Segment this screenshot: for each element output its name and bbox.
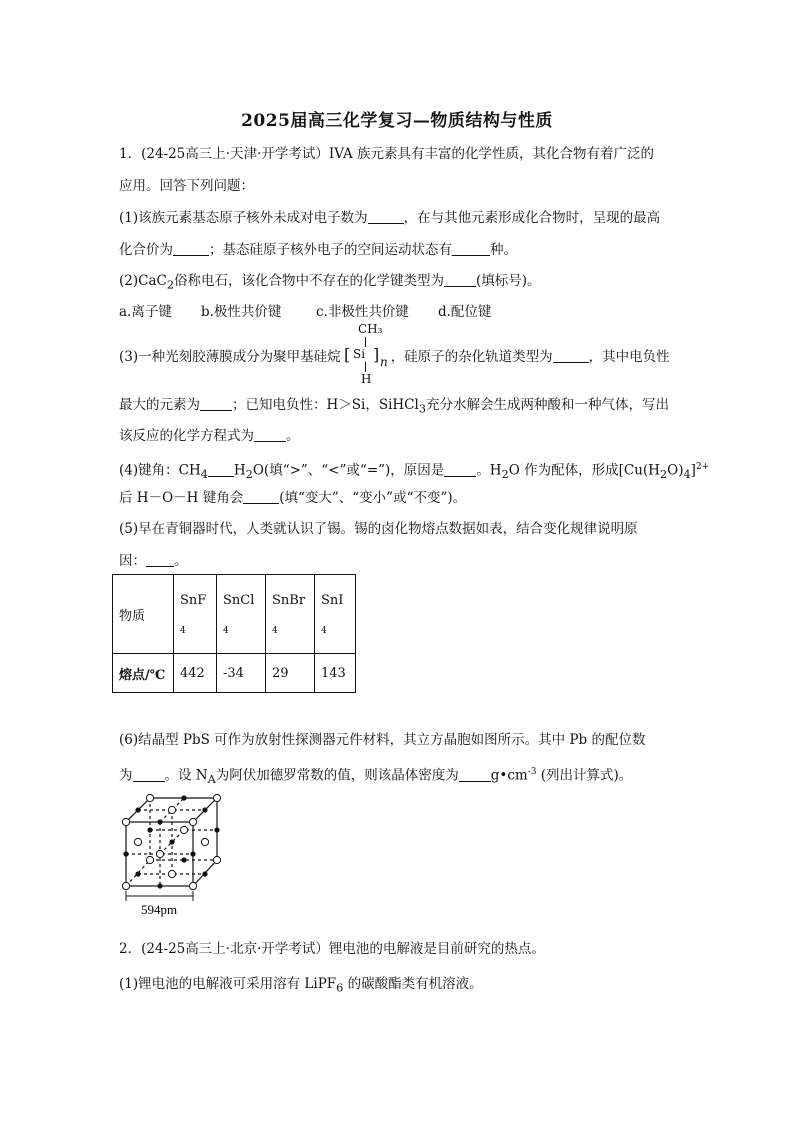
q1-part4-line1	[119, 458, 709, 484]
q1-p6-text-d: 为阿伏加德罗常数的值，则该晶体密度为	[215, 767, 459, 784]
table-header-cell: 熔点/℃	[113, 654, 174, 693]
q1-p2-sub: 2	[166, 278, 175, 292]
option-c: c.非极性共价键	[316, 304, 409, 320]
table-cell: 29	[266, 654, 315, 693]
q1-part4-line2	[119, 489, 466, 507]
q1-p2-text-a: (2)CaC	[119, 273, 167, 289]
q1-p6-text-f: (列出计算式)。	[536, 767, 633, 784]
answer-blank[interactable]	[368, 209, 404, 224]
q1-p4-text-e: O 作为配体，形成[Cu(H	[508, 462, 660, 479]
q1-p3-text-g: 该反应的化学方程式为	[119, 428, 254, 444]
q1-p2-text-b: 俗称电石，该化合物中不存在的化学键类型为	[174, 273, 445, 289]
q1-p1-text-c: 化合价为	[119, 242, 173, 258]
q1-part2-line	[119, 272, 541, 295]
q1-stem-text2: 应用。回答下列问题：	[119, 178, 254, 194]
compound-name: SnF	[180, 592, 207, 608]
q1-part6-line1	[119, 731, 646, 749]
q1-part5-line2	[119, 552, 188, 570]
page-title: 2025届高三化学复习—物质结构与性质	[241, 111, 553, 131]
repeat-n: n	[380, 355, 388, 369]
q1-p3-text-e: ；已知电负性：H＞Si，SiHCl	[232, 397, 419, 413]
q1-p3-text-d: 最大的元素为	[119, 397, 200, 413]
table-cell	[174, 575, 217, 654]
answer-blank[interactable]	[243, 489, 279, 504]
q1-stem-text1: 1．(24-25高三上·天津·开学考试）IVA 族元素具有丰富的化学性质，其化合物有着广泛的	[119, 146, 655, 162]
option-b: b.极性共价键	[201, 304, 282, 320]
q1-part1-line2	[119, 241, 517, 259]
bond-line	[365, 337, 366, 347]
cell-edge-label: 594pm	[140, 902, 178, 917]
q2-part1-line	[119, 975, 483, 998]
answer-blank[interactable]	[133, 767, 165, 782]
q1-p6-text-a: (6)结晶型 PbS 可作为放射性探测器元件材料，其立方晶胞如图所示。其中 Pb 的配位数	[119, 732, 646, 748]
answer-blank[interactable]	[173, 241, 209, 256]
table-row	[113, 654, 356, 693]
q1-p1-text-b: ，在与其他元素形成化合物时，呈现的最高	[403, 210, 661, 226]
q1-p1-text-a: (1)该族元素基态原子核外未成对电子数为	[119, 210, 368, 226]
q1-p4-text-a: (4)键角：CH	[119, 462, 201, 479]
q1-part6-line2	[119, 763, 632, 789]
q2-stem-line	[119, 940, 545, 958]
q1-p5-text-a: (5)早在青铜器时代，人类就认识了锡。锡的卤化物熔点数据如表，结合变化规律说明原	[119, 521, 638, 537]
q1-p4-text-f: O)	[667, 462, 684, 479]
right-bracket: ]	[373, 345, 380, 364]
answer-blank[interactable]	[452, 241, 490, 256]
option-d: d.配位键	[438, 304, 492, 320]
table-cell	[266, 575, 315, 654]
melting-point-table	[112, 574, 356, 693]
q2-p1-text-a: (1)锂电池的电解液可采用溶有 LiPF	[119, 976, 337, 992]
q1-p4-text-i: (填“变大”、“变小”或“不变”)。	[279, 490, 467, 506]
table-header-cell: 物质	[113, 575, 174, 654]
answer-blank[interactable]	[553, 348, 589, 363]
q1-p6-text-b: 为	[119, 767, 133, 784]
q1-p4-sup: 2+	[695, 462, 710, 472]
q1-p4-sub4: 2	[659, 468, 668, 482]
table-cell	[315, 575, 356, 654]
bond-line	[365, 362, 366, 372]
q1-p3-sub: 3	[418, 402, 426, 416]
table-cell: -34	[217, 654, 266, 693]
compound-name: SnBr	[272, 592, 306, 608]
answer-blank[interactable]	[146, 552, 174, 567]
compound-name: SnCl	[223, 592, 255, 608]
answer-blank[interactable]	[459, 767, 491, 782]
q1-part5-line1	[119, 520, 638, 538]
q1-part3-line1	[119, 348, 670, 366]
methyl-group: CH₃	[358, 322, 383, 336]
q1-p6-sub: A	[207, 773, 216, 787]
q1-part3-line2	[119, 396, 669, 419]
compound-subscript: 4	[272, 625, 278, 636]
q2-p1-text-b: 的碳酸酯类有机溶液。	[343, 976, 483, 992]
option-a: a.离子键	[119, 304, 172, 320]
q1-p5-text-c: 。	[174, 553, 188, 569]
hydrogen-atom: H	[361, 372, 372, 386]
pbs-unit-cell-diagram	[110, 790, 230, 920]
answer-blank[interactable]	[444, 272, 476, 287]
q1-p6-sup: -3	[527, 767, 537, 777]
q1-p4-text-c: O(填“>”、“<”或“=”)，原因是	[252, 462, 445, 479]
answer-blank[interactable]	[200, 396, 232, 411]
answer-blank[interactable]	[254, 427, 286, 442]
q1-p4-text-d: 。H	[476, 462, 502, 479]
q1-p2-text-c: (填标号)。	[476, 273, 541, 289]
q1-p3-text-b: ，硅原子的杂化轨道类型为	[390, 349, 553, 365]
table-cell	[217, 575, 266, 654]
compound-subscript: 4	[223, 625, 229, 636]
q1-p6-text-c: 。设 N	[164, 767, 208, 784]
compound-subscript: 4	[180, 625, 186, 636]
q1-p3-text-h: 。	[286, 428, 300, 444]
q1-p4-sub: 4	[200, 468, 208, 482]
table-row	[113, 575, 356, 654]
q1-stem-line1	[119, 145, 654, 163]
table-cell: 442	[174, 654, 217, 693]
q1-p4-sub5: 4	[683, 468, 691, 482]
answer-blank[interactable]	[208, 462, 234, 477]
compound-name: SnI	[321, 592, 344, 608]
q1-p3-text-f: 充分水解会生成两种酸和一种气体，写出	[426, 397, 669, 413]
q1-p3-text-a: (3)一种光刻胶薄膜成分为聚甲基硅烷	[119, 349, 341, 365]
q1-p6-text-e: g•cm	[490, 767, 528, 784]
table-cell: 143	[315, 654, 356, 693]
polymethylsilane-structure	[344, 322, 392, 388]
q1-p4-text-b: H	[233, 462, 246, 479]
left-bracket: [	[344, 345, 351, 364]
q1-part1-line1	[119, 209, 660, 227]
q1-p1-text-d: ；基态硅原子核外电子的空间运动状态有	[209, 242, 452, 258]
answer-blank[interactable]	[444, 462, 476, 477]
q1-p5-text-b: 因：	[119, 553, 146, 569]
q1-p4-sub3: 2	[501, 468, 509, 482]
q1-part3-line3	[119, 427, 300, 445]
q1-p1-text-e: 种。	[490, 242, 517, 258]
q1-p3-text-c: ，其中电负性	[588, 349, 670, 365]
q1-p4-text-h: 后 H－O－H 键角会	[119, 490, 244, 506]
q2-stem-text: 2．(24-25高三上·北京·开学考试）锂电池的电解液是目前研究的热点。	[119, 941, 545, 957]
q1-p4-sub2: 2	[245, 468, 253, 482]
q1-stem-line2	[119, 177, 254, 195]
q1-p4-text-g: ]	[690, 462, 696, 479]
q1-part2-options	[119, 303, 491, 321]
silicon-atom: Si	[353, 347, 366, 361]
q2-p1-sub: 6	[336, 981, 344, 995]
compound-subscript: 4	[321, 625, 327, 636]
